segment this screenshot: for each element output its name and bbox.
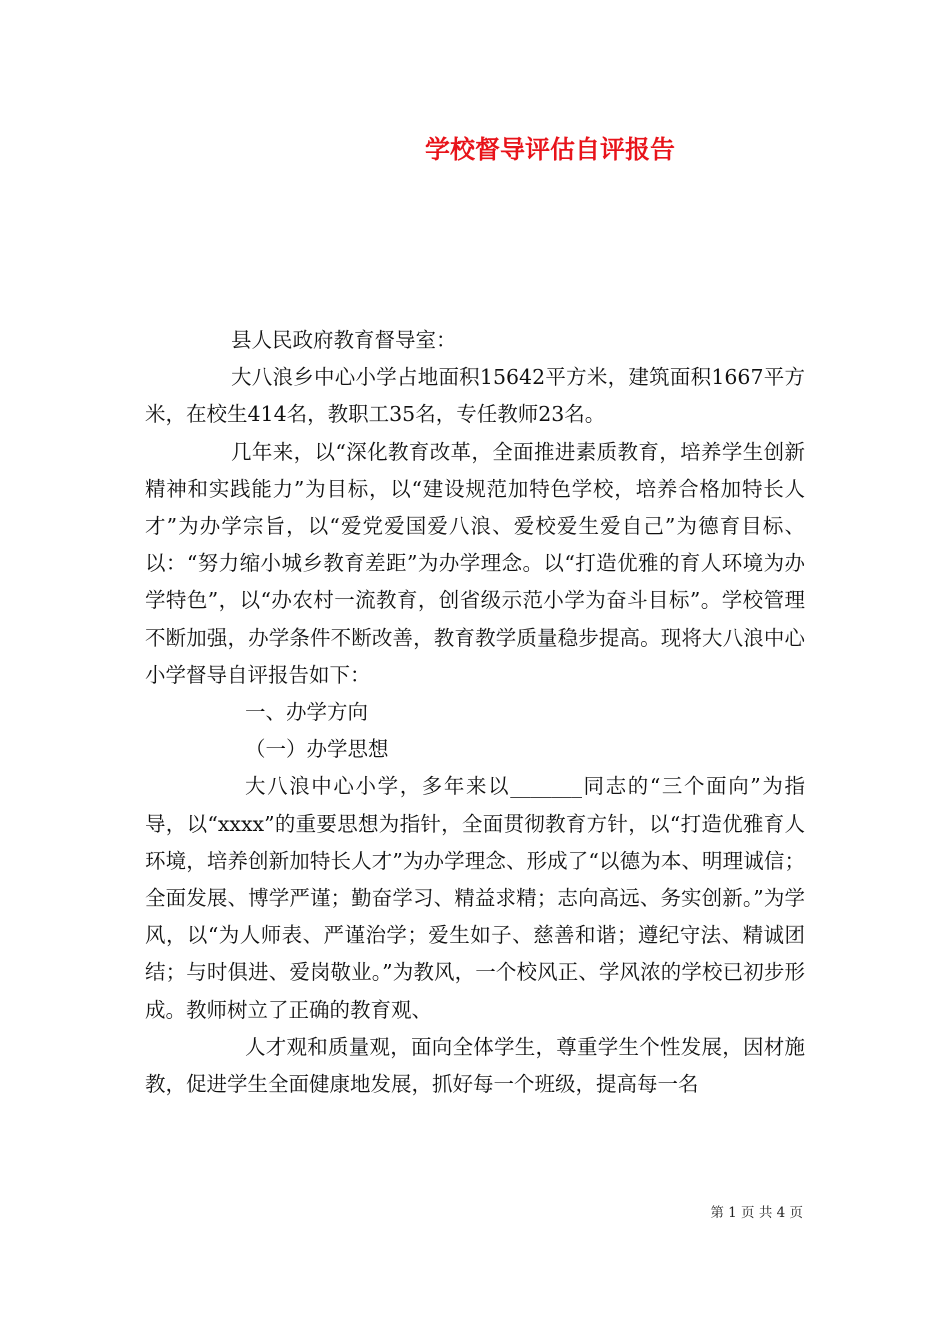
paragraph: 人才观和质量观，面向全体学生，尊重学生个性发展，因材施教，促进学生全面健康地发展，抓好每一个班级，提高每一名 (145, 1034, 805, 1097)
document-body (145, 322, 805, 1103)
salutation: 县人民政府教育督导室： (231, 328, 457, 352)
page-number: 第 1 页 共 4 页 (710, 1205, 803, 1221)
paragraph: 大八浪乡中心小学占地面积15642平方米，建筑面积1667平方米，在校生414名，教职工35名，专任教师23名。 (145, 365, 805, 427)
section-heading: 一、办学方向 (245, 700, 368, 725)
subsection-heading: （一）办学思想 (245, 737, 389, 762)
paragraph: 大八浪中心小学，多年来以_______同志的“三个面向”为指导，以“xxxx”的重要思想为指针，全面贯彻教育方针，以“打造优雅育人环境，培养创新加特长人才”为办学理念、形成了“以德为本、明理诚信；全面发展、博学严谨；勤奋学习、精益求精；志向高远、务实创新。”为学风，以“为人师表、严谨治学；爱生如子、慈善和谐；遵纪守法、精诚团结；与时俱进、爱岗敬业。”为教风，一个校风正、学风浓的学校已初步形成。教师树立了正确的教育观、 (145, 774, 805, 1022)
paragraph: 几年来，以“深化教育改革，全面推进素质教育，培养学生创新精神和实践能力”为目标，以“建设规范加特色学校，培养合格加特长人才”为办学宗旨，以“爱党爱国爱八浪、爱校爱生爱自己”为德育目标、以：“努力缩小城乡教育差距”为办学理念。以“打造优雅的育人环境为办学特色”，以“办农村一流教育，创省级示范小学为奋斗目标”。学校管理不断加强，办学条件不断改善，教育教学质量稳步提高。现将大八浪中心小学督导自评报告如下： (145, 439, 805, 687)
document-title: 学校督导评估自评报告 (424, 135, 675, 164)
